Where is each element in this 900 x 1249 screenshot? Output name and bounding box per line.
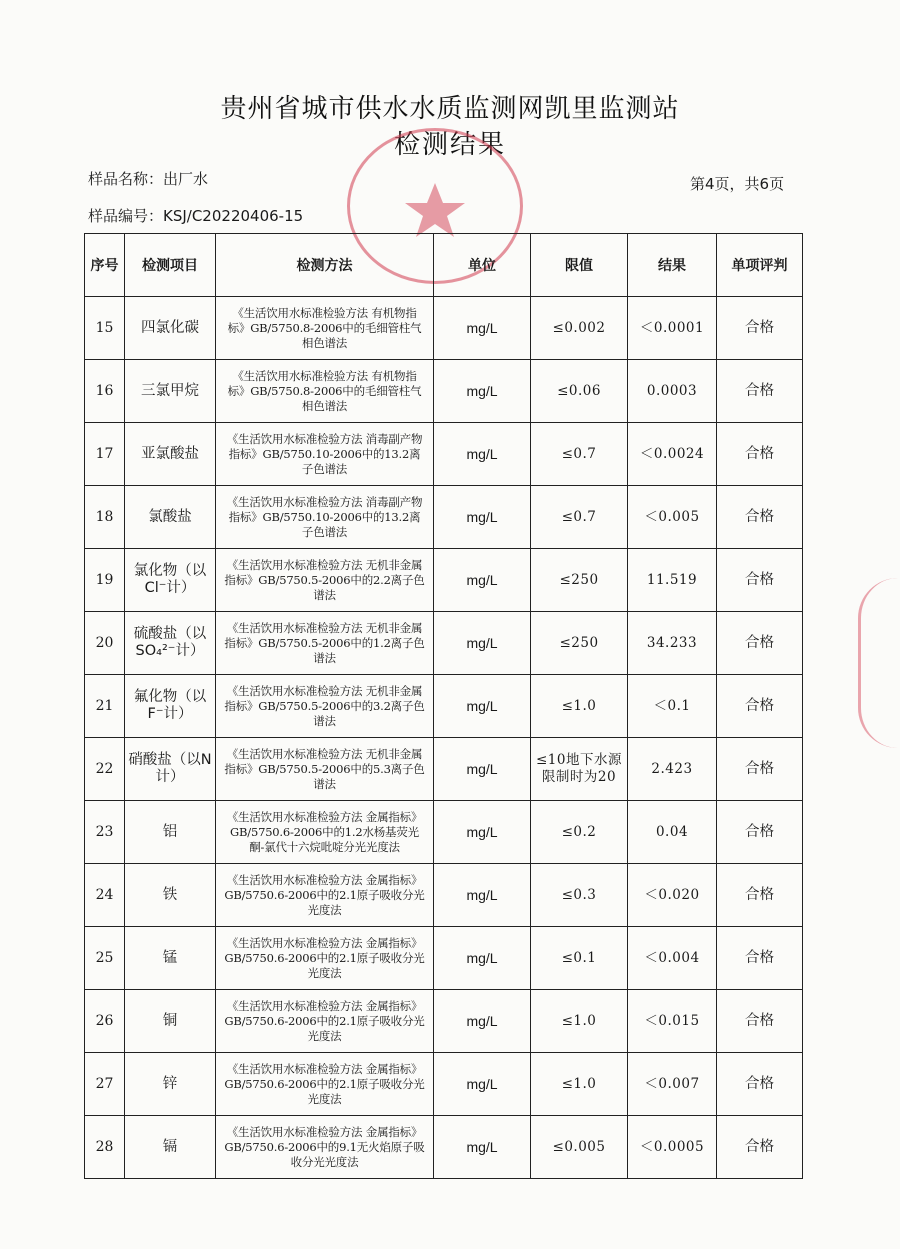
cell-unit: mg/L (434, 1116, 531, 1179)
cell-limit: ≤0.2 (531, 801, 628, 864)
cell-method: 《生活饮用水标准检验方法 金属指标》GB/5750.6-2006中的2.1原子吸收分光光度法 (216, 864, 434, 927)
results-table (84, 233, 803, 1179)
cell-limit: ≤250 (531, 549, 628, 612)
cell-result: ＜0.1 (628, 675, 717, 738)
cell-item: 四氯化碳 (125, 297, 216, 360)
col-header-no: 序号 (85, 234, 125, 297)
cell-result: 0.0003 (628, 360, 717, 423)
cell-unit: mg/L (434, 423, 531, 486)
cell-limit: ≤250 (531, 612, 628, 675)
col-header-limit: 限值 (531, 234, 628, 297)
cell-method: 《生活饮用水标准检验方法 无机非金属指标》GB/5750.5-2006中的5.3离子色谱法 (216, 738, 434, 801)
table-row (85, 297, 803, 360)
cell-unit: mg/L (434, 612, 531, 675)
col-header-method: 检测方法 (216, 234, 434, 297)
cell-result: ＜0.005 (628, 486, 717, 549)
cell-limit: ≤0.005 (531, 1116, 628, 1179)
table-row (85, 1116, 803, 1179)
cell-item: 锌 (125, 1053, 216, 1116)
col-header-result: 结果 (628, 234, 717, 297)
cell-verdict: 合格 (717, 612, 803, 675)
table-row (85, 864, 803, 927)
table-row (85, 1053, 803, 1116)
cell-method: 《生活饮用水标准检验方法 消毒副产物指标》GB/5750.10-2006中的13.2离子色谱法 (216, 486, 434, 549)
cell-unit: mg/L (434, 927, 531, 990)
cell-limit: ≤1.0 (531, 1053, 628, 1116)
cell-limit: ≤0.1 (531, 927, 628, 990)
cell-limit: ≤10地下水源限制时为20 (531, 738, 628, 801)
sample-name: 样品名称：出厂水 (88, 170, 209, 188)
col-header-item: 检测项目 (125, 234, 216, 297)
cell-limit: ≤0.3 (531, 864, 628, 927)
cell-method: 《生活饮用水标准检验方法 无机非金属指标》GB/5750.5-2006中的3.2离子色谱法 (216, 675, 434, 738)
cell-verdict: 合格 (717, 549, 803, 612)
table-row (85, 801, 803, 864)
table-row (85, 990, 803, 1053)
cell-unit: mg/L (434, 738, 531, 801)
cell-item: 锰 (125, 927, 216, 990)
cell-method: 《生活饮用水标准检验方法 金属指标》GB/5750.6-2006中的9.1无火焰原子吸收分光光度法 (216, 1116, 434, 1179)
cell-verdict: 合格 (717, 1053, 803, 1116)
cell-method: 《生活饮用水标准检验方法 金属指标》GB/5750.6-2006中的2.1原子吸收分光光度法 (216, 990, 434, 1053)
table-row (85, 549, 803, 612)
cell-result: 2.423 (628, 738, 717, 801)
table-row (85, 927, 803, 990)
cell-no: 27 (85, 1053, 125, 1116)
cell-no: 20 (85, 612, 125, 675)
col-header-verdict: 单项评判 (717, 234, 803, 297)
cell-result: ＜0.0024 (628, 423, 717, 486)
cell-result: ＜0.015 (628, 990, 717, 1053)
cell-result: 11.519 (628, 549, 717, 612)
table-row (85, 486, 803, 549)
cell-method: 《生活饮用水标准检验方法 有机物指标》GB/5750.8-2006中的毛细管柱气相色谱法 (216, 297, 434, 360)
cell-result: 0.04 (628, 801, 717, 864)
cell-limit: ≤0.06 (531, 360, 628, 423)
cell-verdict: 合格 (717, 360, 803, 423)
cell-verdict: 合格 (717, 486, 803, 549)
cell-item: 铁 (125, 864, 216, 927)
cell-unit: mg/L (434, 1053, 531, 1116)
table-row (85, 738, 803, 801)
table-row (85, 675, 803, 738)
cell-verdict: 合格 (717, 423, 803, 486)
cell-item: 铜 (125, 990, 216, 1053)
table-row (85, 612, 803, 675)
cell-unit: mg/L (434, 864, 531, 927)
cell-unit: mg/L (434, 801, 531, 864)
cell-no: 26 (85, 990, 125, 1053)
table-row (85, 360, 803, 423)
cell-verdict: 合格 (717, 864, 803, 927)
cell-verdict: 合格 (717, 801, 803, 864)
cell-item: 氯酸盐 (125, 486, 216, 549)
cell-unit: mg/L (434, 360, 531, 423)
cell-no: 17 (85, 423, 125, 486)
cell-result: 34.233 (628, 612, 717, 675)
cell-no: 21 (85, 675, 125, 738)
cell-method: 《生活饮用水标准检验方法 金属指标》GB/5750.6-2006中的2.1原子吸收分光光度法 (216, 927, 434, 990)
seal-stamp-edge (858, 578, 900, 748)
cell-method: 《生活饮用水标准检验方法 有机物指标》GB/5750.8-2006中的毛细管柱气相色谱法 (216, 360, 434, 423)
cell-verdict: 合格 (717, 297, 803, 360)
cell-item: 氟化物（以F⁻计） (125, 675, 216, 738)
cell-result: ＜0.007 (628, 1053, 717, 1116)
cell-item: 镉 (125, 1116, 216, 1179)
cell-unit: mg/L (434, 486, 531, 549)
report-subtitle: 检测结果 (393, 130, 506, 160)
cell-no: 28 (85, 1116, 125, 1179)
cell-result: ＜0.020 (628, 864, 717, 927)
cell-method: 《生活饮用水标准检验方法 金属指标》GB/5750.6-2006中的2.1原子吸收分光光度法 (216, 1053, 434, 1116)
cell-unit: mg/L (434, 675, 531, 738)
cell-result: ＜0.0001 (628, 297, 717, 360)
cell-method: 《生活饮用水标准检验方法 消毒副产物指标》GB/5750.10-2006中的13.2离子色谱法 (216, 423, 434, 486)
cell-item: 硫酸盐（以SO₄²⁻计） (125, 612, 216, 675)
cell-method: 《生活饮用水标准检验方法 无机非金属指标》GB/5750.5-2006中的2.2离子色谱法 (216, 549, 434, 612)
cell-no: 16 (85, 360, 125, 423)
cell-limit: ≤1.0 (531, 675, 628, 738)
cell-unit: mg/L (434, 990, 531, 1053)
table-header-row (85, 234, 803, 297)
cell-limit: ≤0.002 (531, 297, 628, 360)
cell-result: ＜0.0005 (628, 1116, 717, 1179)
cell-item: 氯化物（以Cl⁻计） (125, 549, 216, 612)
cell-limit: ≤1.0 (531, 990, 628, 1053)
cell-no: 19 (85, 549, 125, 612)
cell-no: 23 (85, 801, 125, 864)
cell-no: 25 (85, 927, 125, 990)
cell-verdict: 合格 (717, 990, 803, 1053)
col-header-unit: 单位 (434, 234, 531, 297)
cell-limit: ≤0.7 (531, 486, 628, 549)
cell-no: 18 (85, 486, 125, 549)
page-info: 第4页，共6页 (690, 175, 785, 193)
cell-item: 铝 (125, 801, 216, 864)
cell-item: 硝酸盐（以N计） (125, 738, 216, 801)
cell-item: 亚氯酸盐 (125, 423, 216, 486)
report-title: 贵州省城市供水水质监测网凯里监测站 (220, 94, 680, 124)
cell-verdict: 合格 (717, 927, 803, 990)
cell-unit: mg/L (434, 297, 531, 360)
cell-unit: mg/L (434, 549, 531, 612)
cell-verdict: 合格 (717, 738, 803, 801)
table-row (85, 423, 803, 486)
cell-verdict: 合格 (717, 1116, 803, 1179)
sample-id: 样品编号：KSJ/C20220406-15 (88, 207, 304, 225)
cell-verdict: 合格 (717, 675, 803, 738)
cell-method: 《生活饮用水标准检验方法 无机非金属指标》GB/5750.5-2006中的1.2离子色谱法 (216, 612, 434, 675)
cell-no: 24 (85, 864, 125, 927)
cell-limit: ≤0.7 (531, 423, 628, 486)
cell-item: 三氯甲烷 (125, 360, 216, 423)
cell-method: 《生活饮用水标准检验方法 金属指标》GB/5750.6-2006中的1.2水杨基荧光酮-氯代十六烷吡啶分光光度法 (216, 801, 434, 864)
cell-result: ＜0.004 (628, 927, 717, 990)
cell-no: 15 (85, 297, 125, 360)
cell-no: 22 (85, 738, 125, 801)
